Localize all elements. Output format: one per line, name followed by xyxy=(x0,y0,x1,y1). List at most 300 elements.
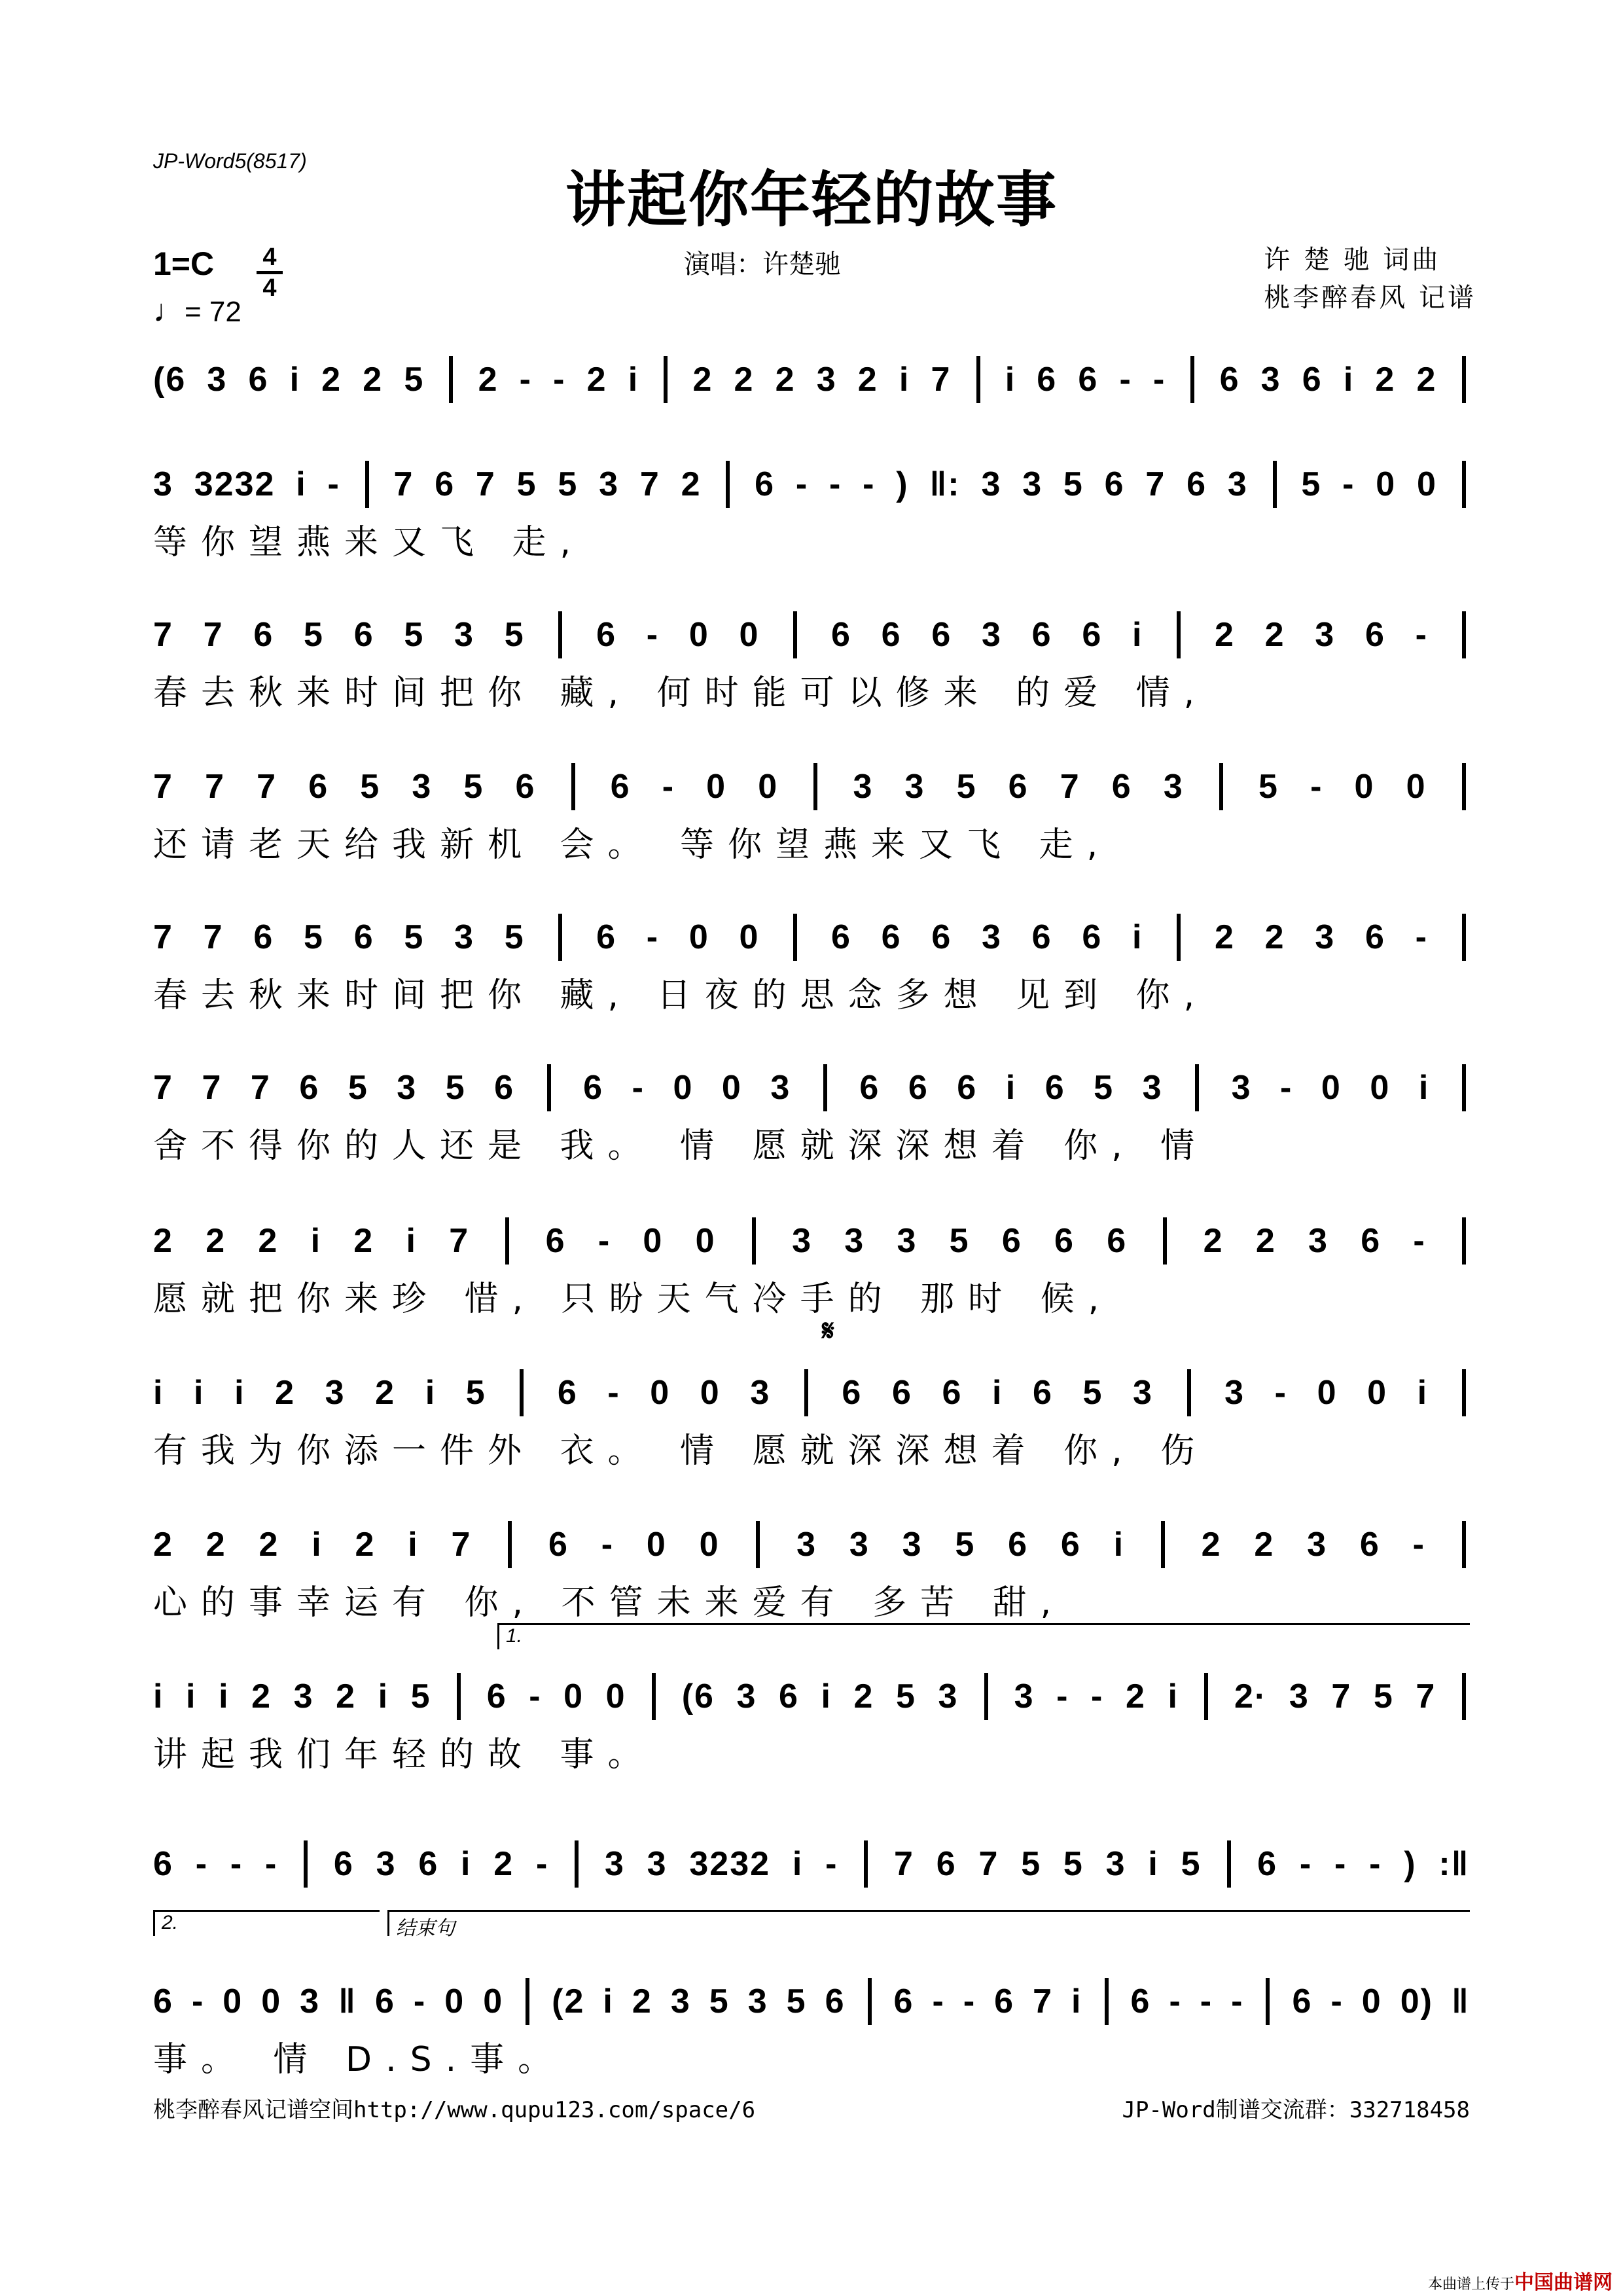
note-token: 3 xyxy=(670,1982,691,2020)
note-token: 2 xyxy=(857,361,878,399)
bar-line xyxy=(976,356,980,403)
note-token: - xyxy=(1299,1845,1313,1883)
bar-line xyxy=(1462,914,1466,961)
note-token: i xyxy=(378,1677,389,1715)
bar-line xyxy=(505,1217,509,1265)
note-token: 0 xyxy=(688,918,709,956)
note-token: 6 xyxy=(1104,465,1125,503)
note-token: - xyxy=(1280,1069,1293,1107)
note-token: 5 xyxy=(558,465,579,503)
lyrics-line: 春去秋来时间把你 藏, 日夜的思念多想 见到 你, xyxy=(153,976,1209,1015)
note-token: 3 xyxy=(736,1677,757,1715)
note-token: - xyxy=(1231,1982,1244,2020)
note-token: i xyxy=(1132,616,1143,654)
credits xyxy=(1264,241,1476,317)
note-token: 2 xyxy=(1214,918,1235,956)
note-token: 6 xyxy=(957,1069,978,1107)
note-token: - xyxy=(1310,768,1323,806)
notation-line xyxy=(153,1670,1470,1723)
note-token: 0 xyxy=(1376,465,1397,503)
note-token: 0 xyxy=(1321,1069,1342,1107)
note-token: 0 xyxy=(739,616,760,654)
note-token: 0 xyxy=(1354,768,1375,806)
bar-line xyxy=(868,1978,872,2025)
note-token: - xyxy=(601,1526,615,1564)
note-token: 6 xyxy=(1361,1222,1382,1260)
note-token: 2· xyxy=(1234,1677,1268,1715)
notation-line xyxy=(153,911,1470,963)
lyrics-line: 讲起我们年轻的故 事。 xyxy=(153,1735,656,1774)
bar-line xyxy=(1462,1217,1466,1265)
note-token: 5 xyxy=(404,616,425,654)
time-signature-top: 4 xyxy=(262,243,277,271)
note-token: 0 xyxy=(1317,1374,1338,1412)
lyrics-line: 事。 情 D.S.事。 xyxy=(153,2040,566,2079)
note-token: 6 xyxy=(353,616,374,654)
bar-line xyxy=(1462,611,1466,658)
note-token: 2 xyxy=(251,1677,272,1715)
note-token: i xyxy=(406,1222,417,1260)
note-token: 3 xyxy=(293,1677,314,1715)
notation-line xyxy=(153,761,1470,813)
lyricist-composer: 许 楚 驰 词曲 xyxy=(1264,245,1441,275)
note-token: i xyxy=(186,1677,197,1715)
note-token: 0 xyxy=(1361,1982,1382,2020)
note-token: i xyxy=(899,361,910,399)
note-token: - xyxy=(1342,465,1355,503)
bar-line xyxy=(457,1673,461,1720)
note-token: 5 xyxy=(516,465,537,503)
note-token: 2 xyxy=(692,361,713,399)
note-token: 3 xyxy=(897,1222,918,1260)
note-token: - xyxy=(191,1982,205,2020)
bar-line xyxy=(1462,1521,1466,1568)
note-token: 6 xyxy=(994,1982,1015,2020)
bar-line xyxy=(558,914,562,961)
note-token: 6 xyxy=(1257,1845,1278,1883)
note-token: - xyxy=(1119,361,1132,399)
note-token: 7 xyxy=(1145,465,1166,503)
note-token: 5 xyxy=(348,1069,368,1107)
note-token: 6 xyxy=(1054,1222,1075,1260)
note-token: i xyxy=(603,1982,614,2020)
note-token: - xyxy=(519,361,532,399)
lyrics-line: 舍不得你的人还是 我。 情 愿就深深想着 你, 情 xyxy=(153,1126,1209,1166)
note-token: i xyxy=(1113,1526,1125,1564)
note-token: - xyxy=(632,1069,645,1107)
bar-line xyxy=(547,1064,551,1111)
note-token: 3 xyxy=(1308,1222,1329,1260)
note-token: 0 xyxy=(1417,465,1437,503)
note-token: - xyxy=(264,1845,278,1883)
note-token: i xyxy=(219,1677,230,1715)
note-token: 2 xyxy=(375,1374,396,1412)
note-token: ‖ xyxy=(338,1982,357,2020)
note-token: 3 xyxy=(816,361,837,399)
bar-line xyxy=(575,1840,579,1888)
note-token: ) xyxy=(1404,1845,1417,1883)
bar-line xyxy=(1462,1673,1466,1720)
key-signature: 1=C xyxy=(153,245,215,282)
note-token: 7 xyxy=(153,1069,173,1107)
upload-notice xyxy=(1428,2266,1613,2295)
note-token: 6 xyxy=(859,1069,880,1107)
note-token: 5 xyxy=(1082,1374,1103,1412)
note-token: 2 xyxy=(355,1526,376,1564)
note-token: 3 xyxy=(412,768,433,806)
note-token: 3 xyxy=(397,1069,418,1107)
tempo-value: = 72 xyxy=(185,296,241,328)
note-token: 7 xyxy=(257,768,277,806)
note-token: 3 xyxy=(902,1526,923,1564)
note-token: 3 xyxy=(770,1069,791,1107)
note-token: 6 xyxy=(596,918,617,956)
note-token: 2 xyxy=(1375,361,1396,399)
note-token: 0 xyxy=(699,1526,720,1564)
bar-line xyxy=(664,356,668,403)
note-token: 6 xyxy=(830,616,851,654)
note-token: 2 xyxy=(205,1222,226,1260)
bar-line xyxy=(1177,914,1181,961)
note-token: 3 xyxy=(1307,1526,1328,1564)
note-token: ) xyxy=(896,465,909,503)
note-token: 2 xyxy=(734,361,755,399)
note-token: 2 xyxy=(153,1526,173,1564)
note-token: 3 xyxy=(376,1845,397,1883)
quarter-note-icon: ♩ xyxy=(153,294,185,329)
note-token: 3 xyxy=(981,918,1002,956)
note-token: 5 xyxy=(404,918,425,956)
note-token: 6 xyxy=(1078,361,1099,399)
note-token: 5 xyxy=(956,768,977,806)
note-token: 6 xyxy=(1031,918,1052,956)
note-token: 5 xyxy=(1063,465,1084,503)
note-token: 6 xyxy=(755,465,776,503)
note-token: 6 xyxy=(1044,1069,1065,1107)
note-token: - xyxy=(1056,1677,1069,1715)
note-token: 2 xyxy=(478,361,499,399)
note-token: 6 xyxy=(830,918,851,956)
note-token: 6 xyxy=(881,918,902,956)
note-token: i xyxy=(310,1222,322,1260)
note-token: 7 xyxy=(978,1845,999,1883)
note-token: i xyxy=(289,361,301,399)
bar-line xyxy=(449,356,453,403)
bar-line xyxy=(304,1840,308,1888)
note-token: 3 xyxy=(1022,465,1043,503)
note-token: 6 xyxy=(942,1374,963,1412)
bar-line xyxy=(1462,763,1466,810)
note-token: i xyxy=(628,361,639,399)
note-token: 0 xyxy=(695,1222,716,1260)
note-token: 7 xyxy=(475,465,496,503)
note-token: - xyxy=(1200,1982,1213,2020)
note-token: 7 xyxy=(449,1222,470,1260)
note-token: 0 xyxy=(673,1069,694,1107)
note-token: 3 xyxy=(853,768,874,806)
note-token: 6 xyxy=(515,768,536,806)
note-token: i xyxy=(408,1526,419,1564)
note-token: 2 xyxy=(632,1982,652,2020)
note-token: 6 xyxy=(418,1845,439,1883)
note-token: i xyxy=(234,1374,245,1412)
bar-line xyxy=(1227,1840,1231,1888)
note-token: 3232 xyxy=(689,1845,771,1883)
note-token: 5 xyxy=(949,1222,970,1260)
bar-line xyxy=(1462,356,1466,403)
note-token: i xyxy=(312,1526,323,1564)
note-token: i xyxy=(1168,1677,1179,1715)
note-token: - xyxy=(1274,1374,1287,1412)
note-token: 7 xyxy=(894,1845,914,1883)
bar-line xyxy=(365,461,369,508)
note-token: i xyxy=(792,1845,804,1883)
note-token: - xyxy=(825,1845,838,1883)
note-token: 0 xyxy=(1406,768,1427,806)
note-token: 6 xyxy=(308,768,329,806)
note-token: 6 xyxy=(1186,465,1207,503)
note-token: 2 xyxy=(205,1526,226,1564)
bar-line xyxy=(756,1521,760,1568)
note-token: 7 xyxy=(205,768,225,806)
note-token: 5 xyxy=(504,616,525,654)
note-token: 6 xyxy=(545,1222,566,1260)
note-token: 3 xyxy=(1227,465,1248,503)
note-token: 5 xyxy=(1181,1845,1202,1883)
note-token: 2 xyxy=(363,361,383,399)
note-token: 5 xyxy=(304,918,324,956)
note-token: 6 xyxy=(557,1374,578,1412)
note-token: 6 xyxy=(435,465,455,503)
volta-2-bracket: 2. xyxy=(153,1910,380,1936)
note-token: 6 xyxy=(1219,361,1240,399)
software-label: JP-Word5(8517) xyxy=(153,149,307,173)
note-token: i xyxy=(461,1845,472,1883)
note-token: 3 xyxy=(325,1374,346,1412)
note-token: 5 xyxy=(1301,465,1322,503)
lyrics-line: 有我为你添一件外 衣。 情 愿就深深想着 你, 伤 xyxy=(153,1431,1209,1471)
notation-line xyxy=(153,1518,1470,1571)
note-token: 6 xyxy=(583,1069,604,1107)
note-token: i xyxy=(153,1374,164,1412)
note-token: 3 xyxy=(747,1982,768,2020)
note-token: 5 xyxy=(1373,1677,1394,1715)
note-token: - xyxy=(646,616,660,654)
note-token: 0 xyxy=(444,1982,465,2020)
lyrics-line: 春去秋来时间把你 藏, 何时能可以修来 的爱 情, xyxy=(153,673,1209,713)
note-token: 7 xyxy=(202,1069,223,1107)
bar-line xyxy=(793,914,797,961)
note-token: 7 xyxy=(931,361,952,399)
note-token: - xyxy=(536,1845,549,1883)
note-token: 2 xyxy=(586,361,607,399)
note-token: 6 xyxy=(881,616,902,654)
note-token: 7 xyxy=(153,768,173,806)
tempo-marking xyxy=(153,293,241,329)
note-token: 2 xyxy=(1264,918,1285,956)
note-token: 3 xyxy=(1142,1069,1163,1107)
note-token: (2 xyxy=(552,1982,585,2020)
note-token: 2 xyxy=(153,1222,173,1260)
note-token: - xyxy=(795,465,809,503)
bar-line xyxy=(804,1369,808,1416)
note-token: 2 xyxy=(258,1222,279,1260)
note-token: 6 xyxy=(1107,1222,1128,1260)
note-token: i xyxy=(1132,918,1143,956)
bar-line xyxy=(1187,1369,1191,1416)
note-token: i xyxy=(1005,1069,1017,1107)
note-token: 6 xyxy=(1001,1222,1022,1260)
notation-line xyxy=(153,1062,1470,1114)
bar-line xyxy=(526,1978,529,2025)
bar-line xyxy=(813,763,817,810)
note-token: 6 xyxy=(891,1374,912,1412)
note-token: 3 xyxy=(207,361,228,399)
footer-website: 桃李醉春风记谱空间http://www.qupu123.com/space/6 xyxy=(153,2097,756,2123)
note-token: 5 xyxy=(709,1982,730,2020)
bar-line xyxy=(1190,356,1194,403)
note-token: (6 xyxy=(681,1677,715,1715)
bar-line xyxy=(1219,763,1223,810)
note-token: 6 xyxy=(1008,1526,1029,1564)
note-token: 6 xyxy=(253,918,274,956)
note-token: 0 xyxy=(758,768,779,806)
note-token: 6 xyxy=(936,1845,957,1883)
note-token: i xyxy=(153,1677,164,1715)
note-token: 0 xyxy=(1367,1374,1388,1412)
note-token: 6 xyxy=(596,616,617,654)
note-token: 7 xyxy=(203,616,224,654)
note-token: i xyxy=(1418,1069,1430,1107)
note-token: 5 xyxy=(463,768,484,806)
note-token: i xyxy=(425,1374,437,1412)
note-token: ‖ xyxy=(1451,1982,1470,2020)
note-token: - xyxy=(1334,1845,1347,1883)
note-token: 2 xyxy=(1214,616,1235,654)
note-token: 0 xyxy=(721,1069,742,1107)
note-token: 7 xyxy=(1060,768,1080,806)
note-token: 2 xyxy=(321,361,342,399)
note-token: 6 xyxy=(333,1845,354,1883)
note-token: 2 xyxy=(1125,1677,1146,1715)
note-token: - xyxy=(529,1677,542,1715)
note-token: 2 xyxy=(853,1677,874,1715)
bar-line xyxy=(1105,1978,1109,2025)
note-token: 6 xyxy=(1302,361,1323,399)
note-token: 0) xyxy=(1400,1982,1433,2020)
ending-bracket: 结束句 xyxy=(387,1910,1470,1936)
song-title: 讲起你年轻的故事 xyxy=(565,165,1058,235)
note-token: 5 xyxy=(955,1526,976,1564)
note-token: - xyxy=(1330,1982,1344,2020)
bar-line xyxy=(520,1369,524,1416)
note-token: 6 xyxy=(1082,616,1103,654)
note-token: - xyxy=(829,465,842,503)
note-token: 2 xyxy=(1201,1526,1222,1564)
note-token: 3 xyxy=(981,465,1002,503)
note-token: 0 xyxy=(261,1982,282,2020)
note-token: 5 xyxy=(304,616,324,654)
note-token: 5 xyxy=(404,361,425,399)
note-token: - xyxy=(230,1845,243,1883)
note-token: 0 xyxy=(605,1677,626,1715)
note-token: - xyxy=(963,1982,976,2020)
notation-line xyxy=(153,1838,1470,1890)
note-token: 3 xyxy=(796,1526,817,1564)
notation-line xyxy=(153,353,1470,406)
notation-line xyxy=(153,609,1470,661)
note-token: 6 xyxy=(1359,1526,1380,1564)
bar-line xyxy=(726,461,730,508)
note-token: 2 xyxy=(353,1222,374,1260)
volta-1-bracket: 1. xyxy=(497,1623,1470,1649)
note-token: 7 xyxy=(451,1526,472,1564)
note-token: 6 xyxy=(1364,918,1385,956)
note-token: 0 xyxy=(223,1982,243,2020)
note-token: 6 xyxy=(494,1069,515,1107)
note-token: i xyxy=(1005,361,1016,399)
lyrics-line: 等你望燕来又飞 走, xyxy=(153,523,585,562)
note-token: i xyxy=(1417,1374,1429,1412)
note-token: 6 xyxy=(153,1845,173,1883)
note-token: 2 xyxy=(1203,1222,1224,1260)
bar-line xyxy=(571,763,575,810)
note-token: 6 xyxy=(1060,1526,1081,1564)
note-token: 3 xyxy=(1289,1677,1310,1715)
note-token: 6 xyxy=(253,616,274,654)
note-token: (6 xyxy=(153,361,187,399)
time-signature-bottom: 4 xyxy=(262,274,277,302)
bar-line xyxy=(1177,611,1181,658)
note-token: 6 xyxy=(153,1982,173,2020)
note-token: 3 xyxy=(454,616,474,654)
note-token: 3 xyxy=(1163,768,1184,806)
notation-line xyxy=(153,1975,1470,2028)
note-token: 3 xyxy=(604,1845,625,1883)
note-token: i xyxy=(296,465,307,503)
note-token: 0 xyxy=(1370,1069,1391,1107)
bar-line xyxy=(1195,1064,1199,1111)
note-token: 6 xyxy=(842,1374,863,1412)
note-token: 2 xyxy=(1264,616,1285,654)
note-token: - xyxy=(1412,1526,1425,1564)
note-token: 3 xyxy=(904,768,925,806)
note-token: 7 xyxy=(1033,1982,1054,2020)
note-token: - xyxy=(553,361,566,399)
note-token: 7 xyxy=(153,918,173,956)
note-token: 5 xyxy=(1094,1069,1115,1107)
note-token: 3 xyxy=(454,918,474,956)
note-token: - xyxy=(1152,361,1166,399)
note-token: - xyxy=(1091,1677,1104,1715)
site-logo: 中国曲谱网 xyxy=(1514,2271,1613,2294)
note-token: i xyxy=(1343,361,1355,399)
bar-line xyxy=(1266,1978,1270,2025)
note-token: 3232 xyxy=(194,465,276,503)
note-token: - xyxy=(1169,1982,1182,2020)
upload-prefix: 本曲谱上传于 xyxy=(1427,2276,1514,2293)
note-token: 0 xyxy=(646,1526,667,1564)
note-token: 2 xyxy=(1416,361,1437,399)
note-token: 5 xyxy=(1021,1845,1042,1883)
singer-credit: 演唱：许楚驰 xyxy=(684,249,841,279)
note-token: 6 xyxy=(908,1069,929,1107)
note-token: - xyxy=(863,465,876,503)
note-token: 3 xyxy=(1260,361,1281,399)
bar-line xyxy=(1462,461,1466,508)
note-token: :‖ xyxy=(1438,1845,1470,1883)
note-token: 0 xyxy=(700,1374,721,1412)
